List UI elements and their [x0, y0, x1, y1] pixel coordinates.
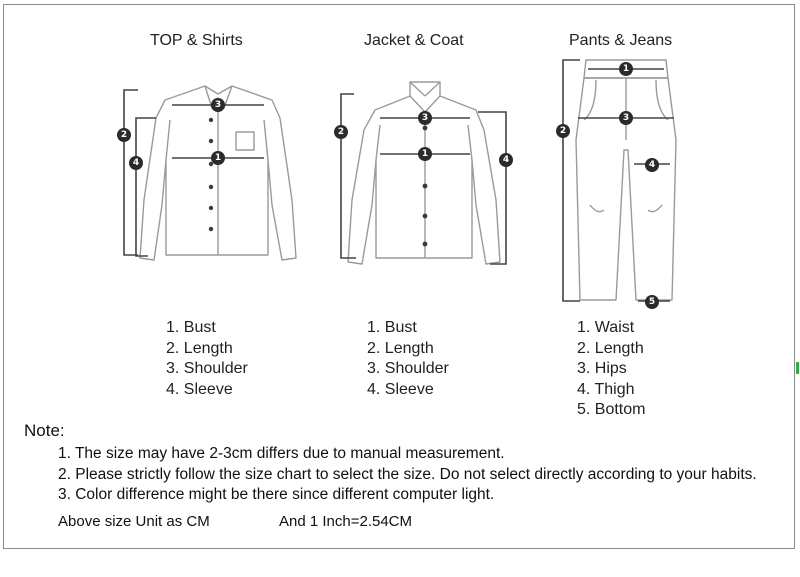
- jacket-measurement-list: [367, 318, 449, 400]
- list-item: 3. Hips: [577, 360, 627, 377]
- title-pants-jeans: Pants & Jeans: [569, 32, 673, 49]
- list-item: 2. Length: [577, 339, 644, 357]
- pants-marker-2: 2: [556, 124, 570, 138]
- note-list: [58, 444, 757, 506]
- title-jacket-coat: Jacket & Coat: [364, 32, 464, 49]
- edge-accent-mark: [796, 362, 799, 374]
- unit-cm-text: Above size Unit as CM: [58, 513, 210, 530]
- shirt-buttons: [209, 118, 213, 231]
- note-item: 3. Color difference might be there since different computer light.: [58, 486, 495, 503]
- shirt-marker-4: 4: [129, 156, 143, 170]
- shirt-marker-3: 3: [211, 98, 225, 112]
- list-item: 1. Waist: [577, 319, 635, 336]
- note-item: 2. Please strictly follow the size chart to select the size. Do not select directly according to your habits.: [58, 465, 757, 483]
- unit-inch-text: And 1 Inch=2.54CM: [279, 513, 413, 530]
- jacket-marker-2: 2: [334, 125, 348, 139]
- pants-marker-1: 1: [619, 62, 633, 76]
- pants-marker-3: 3: [619, 111, 633, 125]
- shirt-icon: [140, 86, 296, 260]
- pants-icon: [576, 60, 676, 300]
- title-tops-shirts: TOP & Shirts: [150, 32, 243, 49]
- shirt-measure-lines: [124, 90, 264, 256]
- jacket-marker-3: 3: [418, 111, 432, 125]
- pants-marker-4: 4: [645, 158, 659, 172]
- shirt-marker-2: 2: [117, 128, 131, 142]
- list-item: 2. Length: [166, 339, 233, 357]
- list-item: 1. Bust: [166, 319, 216, 336]
- list-item: 5. Bottom: [577, 401, 646, 418]
- note-title: Note:: [24, 421, 65, 440]
- list-item: 4. Thigh: [577, 380, 635, 398]
- shirt-measurement-list: [166, 318, 248, 400]
- note-item: 1. The size may have 2-3cm differs due to manual measurement.: [58, 445, 505, 462]
- list-item: 4. Sleeve: [367, 380, 434, 398]
- list-item: 2. Length: [367, 339, 434, 357]
- list-item: 3. Shoulder: [166, 360, 248, 377]
- list-item: 4. Sleeve: [166, 380, 233, 398]
- pants-marker-5: 5: [645, 295, 659, 309]
- jacket-marker-1: 1: [418, 147, 432, 161]
- list-item: 3. Shoulder: [367, 360, 449, 377]
- shirt-marker-1: 1: [211, 151, 225, 165]
- jacket-icon: [348, 82, 500, 264]
- jacket-marker-4: 4: [499, 153, 513, 167]
- pants-measurement-list: [577, 318, 645, 421]
- list-item: 1. Bust: [367, 319, 417, 336]
